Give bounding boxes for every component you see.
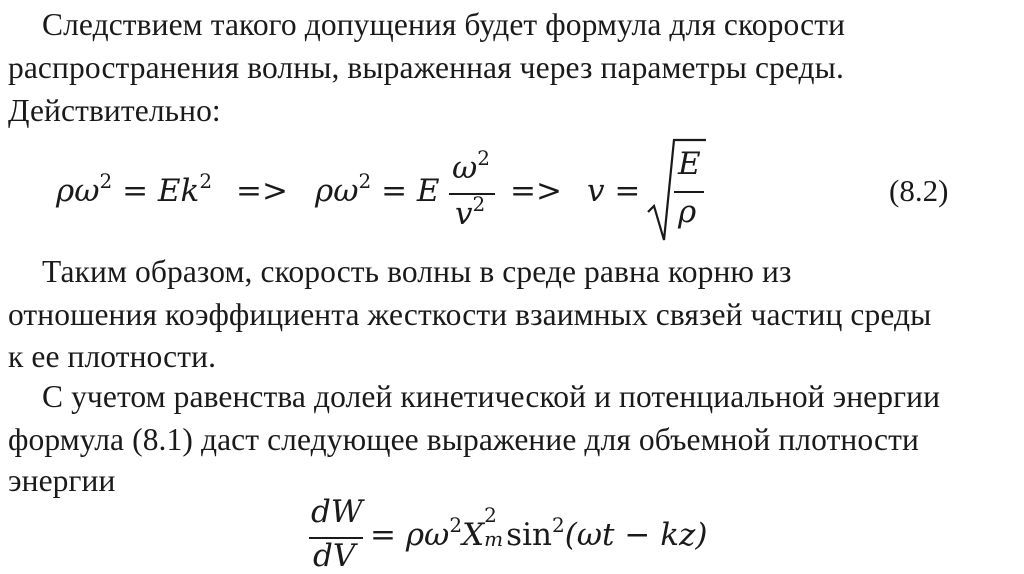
paragraph2-line2: отношения коэффициента жесткости взаимных связей частиц среды bbox=[8, 297, 932, 332]
eq1-frac-numerator: $\omega^2$ bbox=[452, 146, 491, 186]
equation-number: (8.2) bbox=[889, 173, 949, 208]
eq1-arrow1: => bbox=[236, 173, 288, 209]
paragraph1-line3: Действительно: bbox=[8, 93, 221, 128]
paragraph1-line2: распространения волны, выраженная через параметры среды. bbox=[8, 50, 844, 85]
sqrt-numerator: E bbox=[678, 146, 701, 182]
eq1-part3: v = bbox=[587, 173, 641, 209]
energy-frac-denominator: dV bbox=[313, 538, 356, 574]
paragraph3-line2: формула (8.1) даст следующее выражение для объемной плотности bbox=[8, 422, 919, 457]
sqrt-denominator: ρ bbox=[678, 194, 697, 230]
eq1-arrow2: => bbox=[510, 173, 562, 209]
energy-frac-numerator: dW bbox=[311, 494, 363, 530]
paragraph2-line3: к ее плотности. bbox=[8, 339, 217, 374]
eq1-part2: $\rho\omega^2 = E$ bbox=[315, 169, 440, 209]
sqrt-fraction-bar bbox=[674, 191, 704, 193]
paragraph1-line1: Следствием такого допущения будет формула для скорости bbox=[42, 7, 846, 42]
energy-rhs: = $\rho\omega^2X$ 2 m $\sin^2(\omega t - kz)$ bbox=[370, 503, 708, 553]
paragraph3-line3: энергии bbox=[8, 463, 116, 498]
paragraph3-line1: С учетом равенства долей кинетической и потенциальной энергии bbox=[42, 379, 941, 414]
paragraph2-line1: Таким образом, скорость волны в среде равна корню из bbox=[42, 254, 792, 289]
eq1-fraction-bar bbox=[449, 193, 495, 195]
eq1-frac-denominator: $v^2$ bbox=[455, 192, 486, 232]
eq1-part1: $\rho\omega^2 = Ek^2$ bbox=[56, 169, 213, 209]
